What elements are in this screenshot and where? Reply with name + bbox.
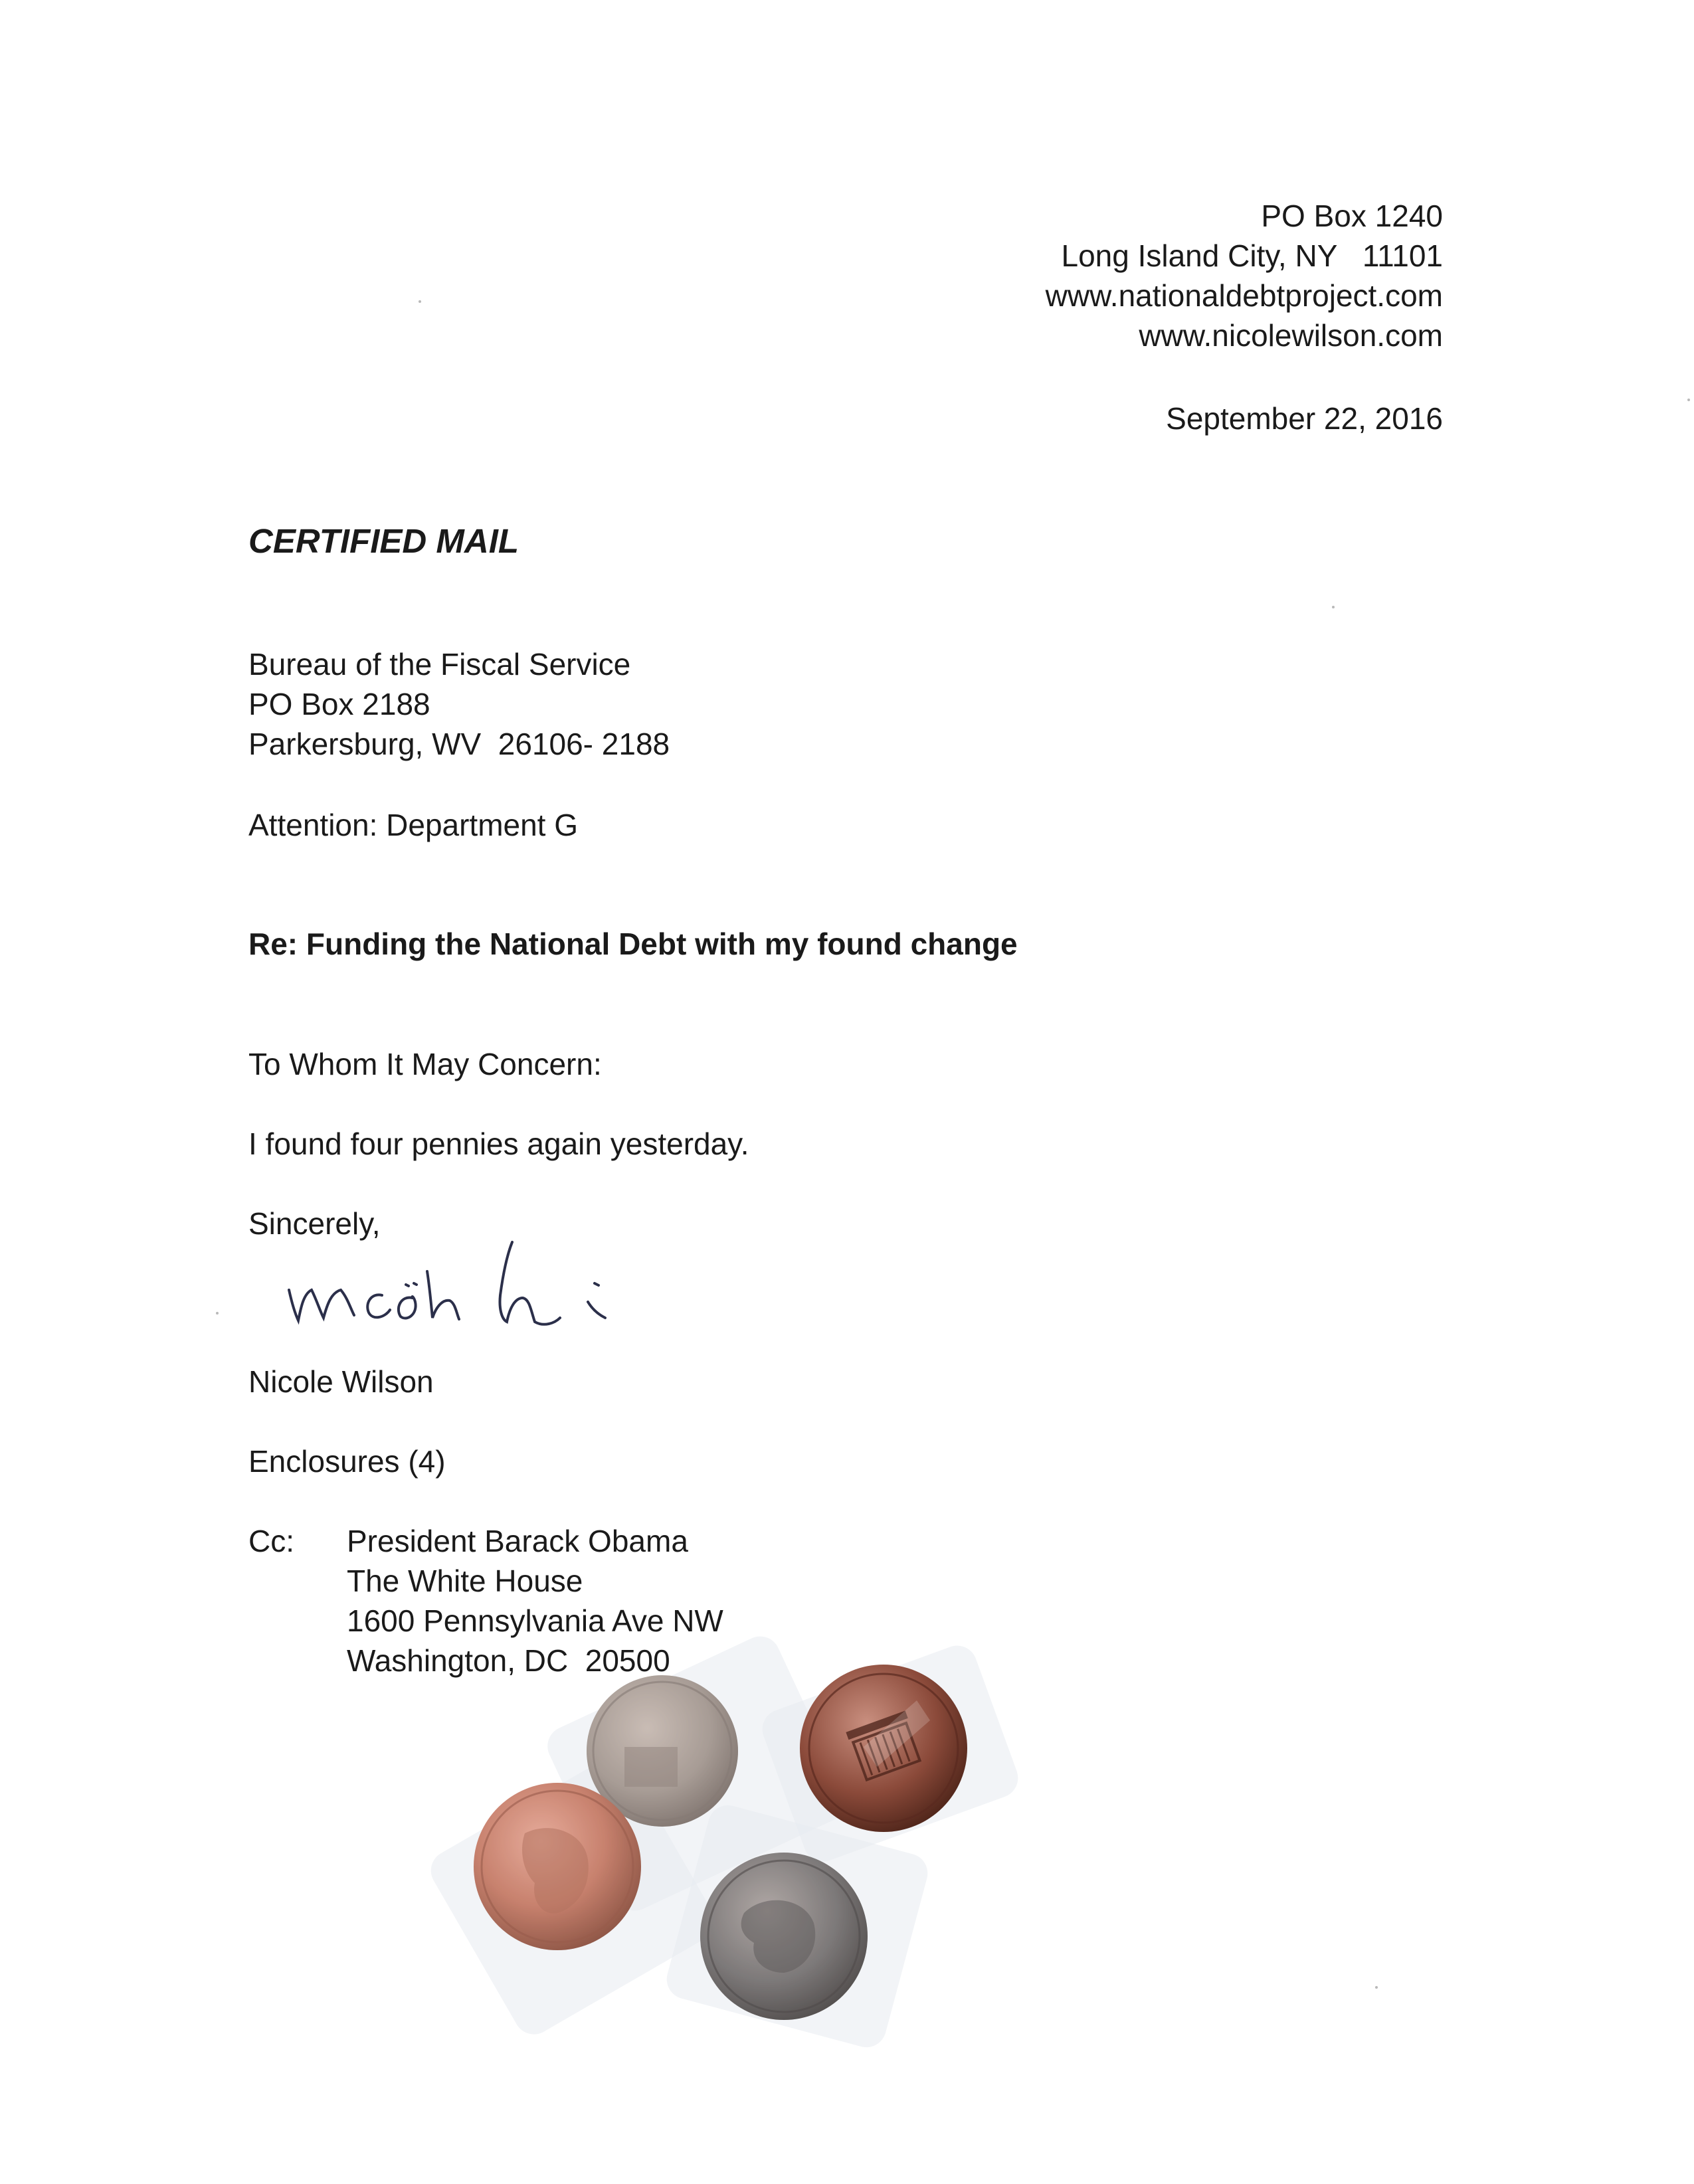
sender-line: www.nicolewilson.com: [1139, 318, 1443, 353]
salutation: To Whom It May Concern:: [248, 1047, 602, 1081]
subject-line: Re: Funding the National Debt with my found change: [248, 927, 1018, 961]
scan-speck: [1332, 606, 1335, 608]
cc-line: The White House: [347, 1564, 583, 1598]
scan-speck: [419, 300, 421, 303]
cc-line: President Barack Obama: [347, 1524, 688, 1558]
cc-line: Washington, DC 20500: [347, 1643, 670, 1678]
sender-line: Long Island City, NY 11101: [1061, 238, 1443, 273]
recipient-line: PO Box 2188: [248, 687, 430, 721]
penny-bottom-right: [700, 1853, 868, 2020]
cc-line: 1600 Pennsylvania Ave NW: [347, 1603, 723, 1638]
penny-top-right: [800, 1665, 967, 1832]
sender-line: PO Box 1240: [1261, 199, 1443, 233]
scan-speck: [216, 1312, 219, 1315]
delivery-method: CERTIFIED MAIL: [248, 522, 519, 560]
closing: Sincerely,: [248, 1206, 381, 1241]
attention-line: Attention: Department G: [248, 808, 579, 842]
cc-label: Cc:: [248, 1524, 294, 1558]
scan-speck: [1687, 399, 1690, 401]
recipient-line: Parkersburg, WV 26106- 2188: [248, 727, 670, 761]
body-text: I found four pennies again yesterday.: [248, 1127, 749, 1161]
scan-speck: [1375, 1986, 1378, 1989]
letter-date: September 22, 2016: [1166, 401, 1443, 436]
recipient-line: Bureau of the Fiscal Service: [248, 647, 631, 682]
enclosures-line: Enclosures (4): [248, 1444, 446, 1479]
signatory-name: Nicole Wilson: [248, 1364, 434, 1399]
sender-line: www.nationaldebtproject.com: [1045, 278, 1443, 313]
penny-bottom-left: [474, 1783, 641, 1950]
